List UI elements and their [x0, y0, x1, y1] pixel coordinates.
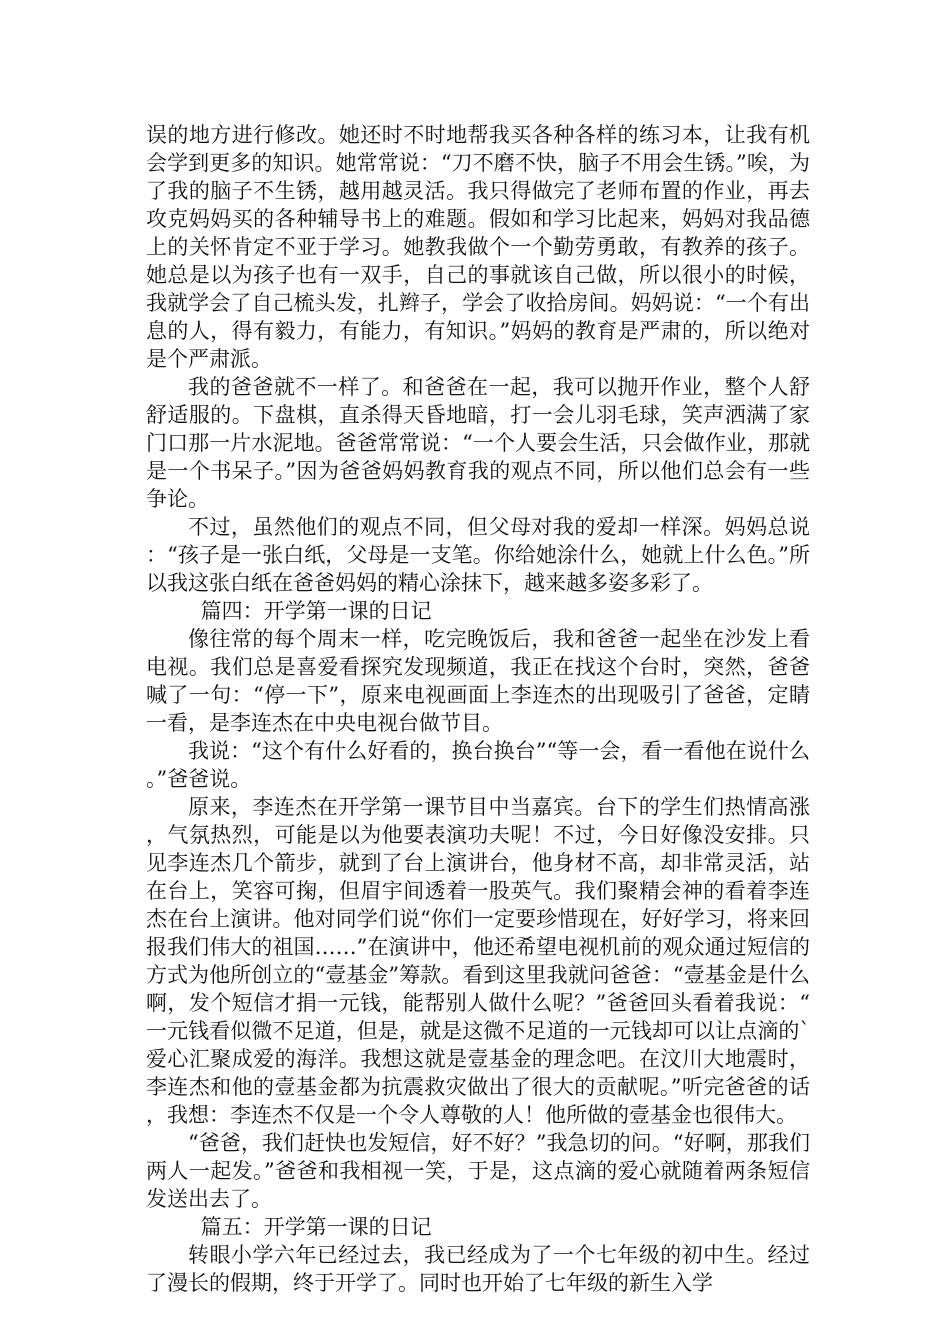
section-heading-4: 篇四：开学第一课的日记	[200, 599, 432, 623]
paragraph-send-sms: “爸爸，我们赶快也发短信，好不好？”我急切的问。“好啊，那我们两人一起发。”爸爸和我相视一笑，于是，这点滴的爱心就随着两条短信发送出去了。	[146, 1131, 810, 1211]
paragraph-weekend-tv: 像往常的每个周末一样，吃完晚饭后，我和爸爸一起坐在沙发上看电视。我们总是喜爱看探究发现频道，我正在找这个台时，突然，爸爸喊了一句：“停一下”，原来电视画面上李连杰的出现吸引了爸爸，定睛一看，是李连杰在中央电视台做节目。	[146, 627, 810, 735]
paragraph-father: 我的爸爸就不一样了。和爸爸在一起，我可以抛开作业，整个人舒舒适服的。下盘棋，直杀得天昏地暗，打一会儿羽毛球，笑声洒满了家门口那一片水泥地。爸爸常常说：“一个人要会生活，只会做作业，那就是一个书呆子。”因为爸爸妈妈教育我的观点不同，所以他们总会有一些争论。	[146, 375, 810, 511]
paragraph-li-lianjie: 原来，李连杰在开学第一课节目中当嘉宾。台下的学生们热情高涨，气氛热烈，可能是以为他要表演功夫呢！不过，今日好像没安排。只见李连杰几个箭步，就到了台上演讲台，他身材不高，却非常灵活，站在台上，笑容可掬，但眉宇间透着一股英气。我们聚精会神的看着李连杰在台上演讲。他对同学们说“你们一定要珍惜现在，好好学习，将来回报我们伟大的祖国……”在演讲中，他还希望电视机前的观众通过短信的方式为他所创立的“壹基金”筹款。看到这里我就问爸爸：“壹基金是什么啊，发个短信才捐一元钱，能帮别人做什么呢？”爸爸回头看着我说：“一元钱看似微不足道，但是，就是这微不足道的一元钱却可以让点滴的`爱心汇聚成爱的海洋。我想这就是壹基金的理念吧。在汶川大地震时，李连杰和他的壹基金都为抗震救灾做出了很大的贡献呢。”听完爸爸的话，我想：李连杰不仅是一个令人尊敬的人！他所做的壹基金也很伟大。	[146, 795, 810, 1127]
document-body	[146, 121, 810, 1297]
paragraph-dialogue: 我说：“这个有什么好看的，换台换台”“等一会，看一看他在说什么。”爸爸说。	[146, 739, 810, 791]
paragraph-continuation: 误的地方进行修改。她还时不时地帮我买各种各样的练习本，让我有机会学到更多的知识。她常常说：“刀不磨不快，脑子不用会生锈。”唉，为了我的脑子不生锈，越用越灵活。我只得做完了老师布置的作业，再去攻克妈妈买的各种辅导书上的难题。假如和学习比起来，妈妈对我品德上的关怀肯定不亚于学习。她教我做个一个勤劳勇敢，有教养的孩子。她总是以为孩子也有一双手，自己的事就该自己做，所以很小的时候，我就学会了自己梳头发，扎辫子，学会了收拾房间。妈妈说：“一个有出息的人，得有毅力，有能力，有知识。”妈妈的教育是严肃的，所以绝对是个严肃派。	[146, 123, 810, 371]
paragraph-seventh-grade: 转眼小学六年已经过去，我已经成为了一个七年级的初中生。经过了漫长的假期，终于开学了。同时也开始了七年级的新生入学	[146, 1243, 810, 1295]
paragraph-parents-love: 不过，虽然他们的观点不同，但父母对我的爱却一样深。妈妈总说：“孩子是一张白纸，父母是一支笔。你给她涂什么，她就上什么色。”所以我这张白纸在爸爸妈妈的精心涂抹下，越来越多姿多彩了。	[146, 515, 810, 595]
section-heading-5: 篇五：开学第一课的日记	[200, 1215, 432, 1239]
